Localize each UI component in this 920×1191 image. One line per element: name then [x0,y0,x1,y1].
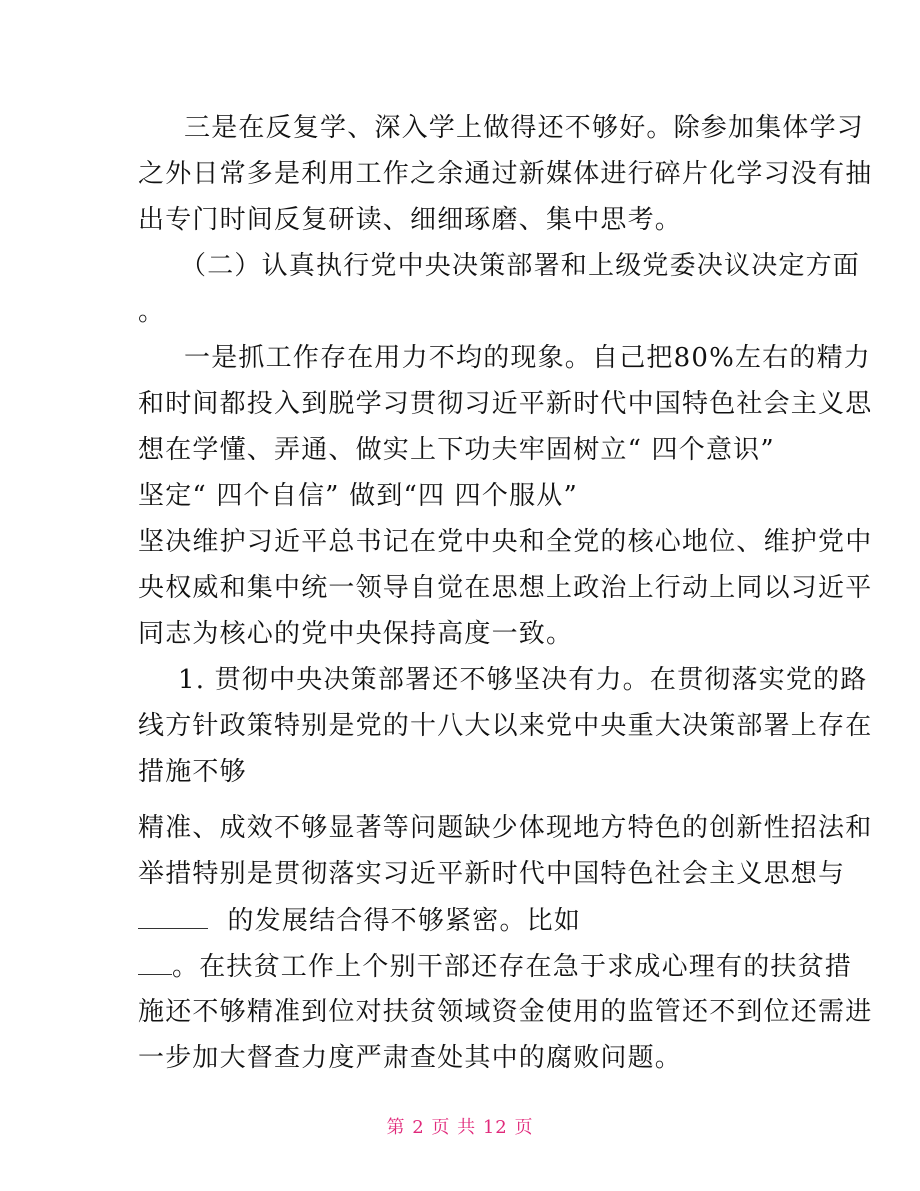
text-line: 。 [138,297,166,327]
fill-in-blank [138,904,208,929]
text-line: 一是抓工作存在用力不均的现象。自己把80%左右的精力 [184,343,871,373]
text-line: 一步加大督查力度严肃查处其中的腐败问题。 [138,1043,683,1073]
text-line: 想在学懂、弄通、做实上下功夫牢固树立“ 四个意识” [138,435,775,465]
text-line: 精准、成效不够显著等问题缺少体现地方特色的创新性招法和 [138,813,873,843]
text-line-with-blank [138,904,581,937]
section-heading: （二）认真执行党中央决策部署和上级党委决议决定方面 [180,251,861,281]
blank-line-text: 的发展结合得不够紧密。比如 [227,906,582,936]
text-line-with-blank [138,950,852,983]
text-line: 线方针政策特别是党的十八大以来党中央重大决策部署上存在 [138,711,873,741]
text-line: 出专门时间反复研读、细细琢磨、集中思考。 [138,205,683,235]
text-line: 施还不够精准到位对扶贫领域资金使用的监管还不到位还需进 [138,997,873,1027]
text-line: 举措特别是贯彻落实习近平新时代中国特色社会主义思想与 [138,859,846,889]
text-line: 坚决维护习近平总书记在党中央和全党的核心地位、维护党中 [138,527,873,557]
text-line: 之外日常多是利用工作之余通过新媒体进行碎片化学习没有抽 [138,159,873,189]
numbered-item: 1. 贯彻中央决策部署还不够坚决有力。在贯彻落实党的路 [178,665,868,695]
text-line: 坚定“ 四个自信” 做到“四 四个服从” [138,481,578,511]
text-line: 央权威和集中统一领导自觉在思想上政治上行动上同以习近平 [138,573,873,603]
page-footer: 第 2 页 共 12 页 [386,1117,534,1138]
text-line: 措施不够 [138,757,247,787]
text-line: 三是在反复学、深入学上做得还不够好。除参加集体学习 [184,113,865,143]
text-line: 和时间都投入到脱学习贯彻习近平新时代中国特色社会主义思 [138,389,873,419]
text-line: 同志为核心的党中央保持高度一致。 [138,619,574,649]
blank-line-text: 。在扶贫工作上个别干部还存在急于求成心理有的扶贫措 [172,952,853,982]
fill-in-blank [138,950,172,975]
